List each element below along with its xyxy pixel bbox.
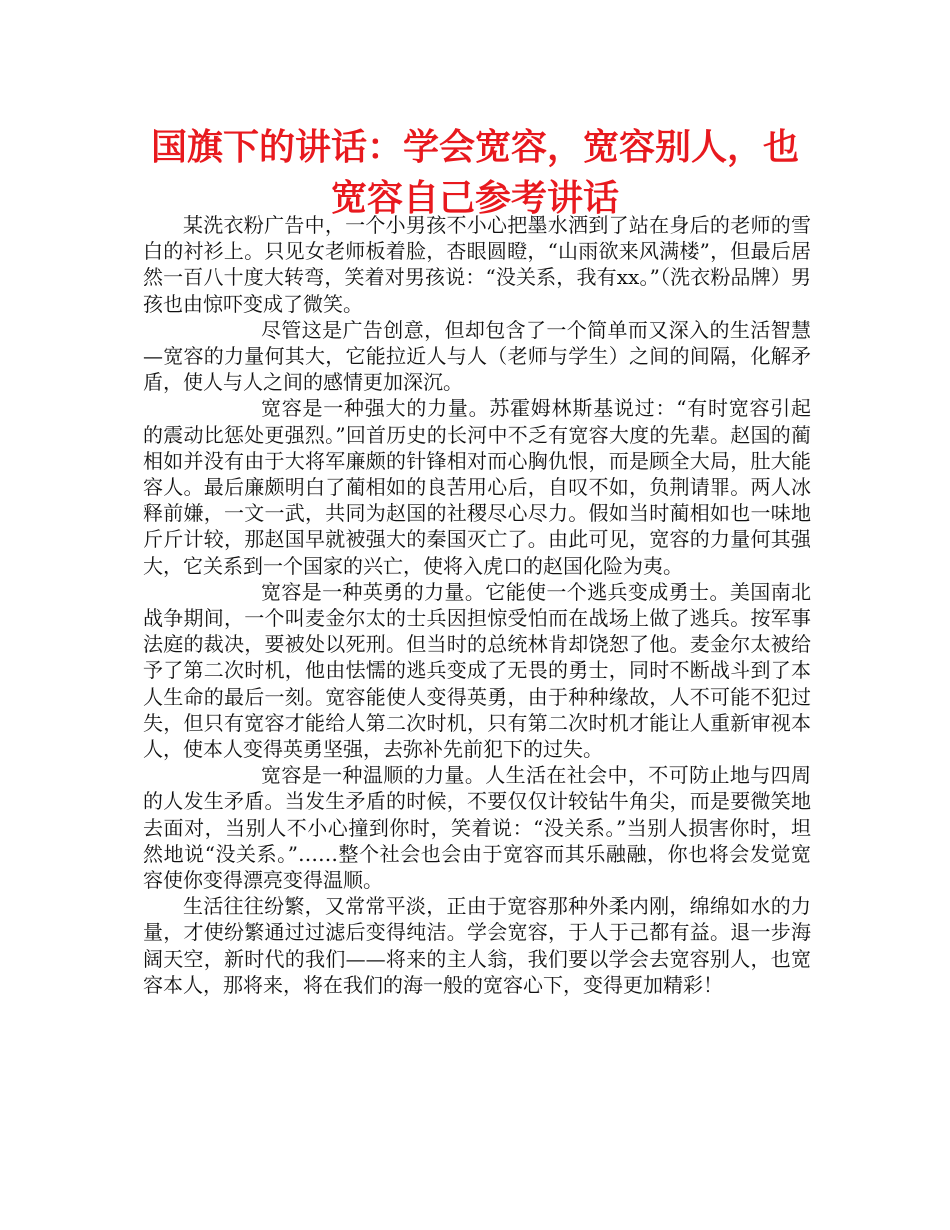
title-line-2: 宽容自己参考讲话 <box>330 178 619 219</box>
paragraph-2: 尽管这是广告创意，但却包含了一个简单而又深入的生活智慧—宽容的力量何其大，它能拉近人与人（老师与学生）之间的间隔，化解矛盾，使人与人之间的感情更加深沉。 <box>143 317 811 395</box>
paragraph-3: 宽容是一种强大的力量。苏霍姆林斯基说过：“有时宽容引起的震动比惩处更强烈。”回首历史的长河中不乏有宽容大度的先辈。赵国的蔺相如并没有由于大将军廉颇的针锋相对而心胸仇恨，而是顾全大局，肚大能容人。最后廉颇明白了蔺相如的良苦用心后，自叹不如，负荆请罪。两人冰释前嫌，一文一武，共同为赵国的社稷尽心尽力。假如当时蔺相如也一味地斤斤计较，那赵国早就被强大的秦国灭亡了。由此可见，宽容的力量何其强大，它关系到一个国家的兴亡，使将入虎口的赵国化险为夷。 <box>143 396 811 578</box>
document-title <box>130 122 820 224</box>
document-body <box>143 212 811 998</box>
paragraph-5: 宽容是一种温顺的力量。人生活在社会中，不可防止地与四周的人发生矛盾。当发生矛盾的时候，不要仅仅计较钻牛角尖，而是要微笑地去面对，当别人不小心撞到你时，笑着说：“没关系。”当别人损害你时，坦然地说“没关系。”……整个社会也会由于宽容而其乐融融，你也将会发觉宽容使你变得漂亮变得温顺。 <box>143 763 811 893</box>
paragraph-6: 生活往往纷繁，又常常平淡，正由于宽容那种外柔内刚，绵绵如水的力量，才使纷繁通过过滤后变得纯洁。学会宽容，于人于己都有益。退一步海阔天空，新时代的我们——将来的主人翁，我们要以学会去宽容别人，也宽容本人，那将来，将在我们的海一般的宽容心下，变得更加精彩！ <box>143 894 811 997</box>
paragraph-4: 宽容是一种英勇的力量。它能使一个逃兵变成勇士。美国南北战争期间，一个叫麦金尔太的士兵因担惊受怕而在战场上做了逃兵。按军事法庭的裁决，要被处以死刑。但当时的总统林肯却饶恕了他。麦金尔太被给予了第二次时机，他由怯懦的逃兵变成了无畏的勇士，同时不断战斗到了本人生命的最后一刻。宽容能使人变得英勇，由于种种缘故，人不可能不犯过失，但只有宽容才能给人第二次时机，只有第二次时机才能让人重新审视本人，使本人变得英勇坚强，去弥补先前犯下的过失。 <box>143 579 811 762</box>
title-line-1: 国旗下的讲话：学会宽容，宽容别人，也 <box>150 127 799 168</box>
paragraph-1: 某洗衣粉广告中，一个小男孩不小心把墨水洒到了站在身后的老师的雪白的衬衫上。只见女老师板着脸，杏眼圆瞪，“山雨欲来风满楼”，但最后居然一百八十度大转弯，笑着对男孩说：“没关系，我有xx。”（洗衣粉品牌）男孩也由惊吓变成了微笑。 <box>143 213 811 316</box>
